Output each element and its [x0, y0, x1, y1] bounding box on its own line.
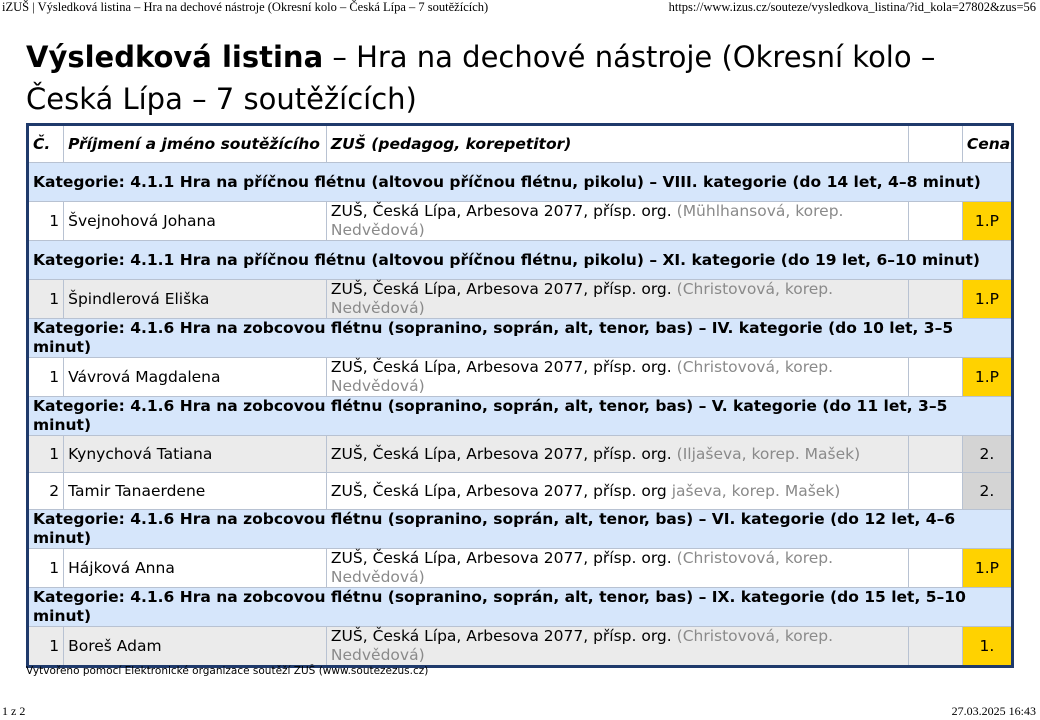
empty-cell	[908, 202, 962, 241]
category-row	[28, 510, 1013, 549]
empty-cell	[908, 280, 962, 319]
table-row	[28, 436, 1013, 473]
empty-cell	[908, 627, 962, 667]
row-number: 1	[28, 280, 64, 319]
empty-cell	[908, 358, 962, 397]
school-cell	[326, 280, 908, 319]
teacher-names: (Christovová, korep. Nedvědová)	[330, 549, 834, 586]
teacher-names: (Mühlhansová, korep. Nedvědová)	[330, 202, 844, 239]
empty-cell	[908, 549, 962, 588]
table-row	[28, 549, 1013, 588]
school-cell	[326, 202, 908, 241]
school-name: ZUŠ, Česká Lípa, Arbesova 2077, přísp. org	[330, 481, 667, 500]
prize-badge: 1.P	[962, 280, 1012, 319]
table-row	[28, 202, 1013, 241]
school-cell	[326, 473, 908, 510]
contestant-name: Boreš Adam	[64, 627, 327, 667]
page-title-bold: Výsledková listina	[26, 40, 324, 74]
school-name: ZUŠ, Česká Lípa, Arbesova 2077, přísp. org.	[330, 627, 672, 645]
school-name: ZUŠ, Česká Lípa, Arbesova 2077, přísp. org.	[330, 280, 672, 298]
teacher-names: (Christovová, korep. Nedvědová)	[330, 627, 834, 664]
school-name: ZUŠ, Česká Lípa, Arbesova 2077, přísp. org.	[330, 358, 672, 376]
table-row	[28, 473, 1013, 510]
category-row	[28, 241, 1013, 280]
category-label: Kategorie: 4.1.6 Hra na zobcovou flétnu (sopranino, soprán, alt, tenor, bas) – VI. kategorie (do 12 let, 4–6 minut)	[28, 510, 1013, 549]
print-header-title: iZUŠ | Výsledková listina – Hra na dechové nástroje (Okresní kolo – Česká Lípa – 7 soutěžících)	[2, 0, 489, 14]
row-number: 1	[28, 202, 64, 241]
row-number: 1	[28, 627, 64, 667]
category-label: Kategorie: 4.1.1 Hra na příčnou flétnu (altovou příčnou flétnu, pikolu) – XI. kategorie (do 19 let, 6–10 minut)	[28, 241, 1013, 280]
empty-cell	[908, 436, 962, 473]
school-name: ZUŠ, Česká Lípa, Arbesova 2077, přísp. org.	[330, 549, 672, 567]
header-empty	[908, 125, 962, 163]
table-header-row	[28, 125, 1013, 163]
row-number: 1	[28, 549, 64, 588]
contestant-name: Vávrová Magdalena	[64, 358, 327, 397]
category-label: Kategorie: 4.1.1 Hra na příčnou flétnu (altovou příčnou flétnu, pikolu) – VIII. kategorie (do 14 let, 4–8 minut)	[28, 163, 1013, 202]
school-cell	[326, 627, 908, 667]
table-row	[28, 280, 1013, 319]
school-cell	[326, 436, 908, 473]
header-name: Příjmení a jméno soutěžícího	[64, 125, 327, 163]
results-table	[26, 123, 1014, 668]
category-label: Kategorie: 4.1.6 Hra na zobcovou flétnu (sopranino, soprán, alt, tenor, bas) – IV. kategorie (do 10 let, 3–5 minut)	[28, 319, 1013, 358]
header-prize: Cena	[962, 125, 1012, 163]
page-title-rest: – Hra na dechové nástroje (Okresní kolo – Česká Lípa – 7 soutěžících)	[26, 40, 936, 116]
school-cell	[326, 549, 908, 588]
category-label: Kategorie: 4.1.6 Hra na zobcovou flétnu (sopranino, soprán, alt, tenor, bas) – IX. kategorie (do 15 let, 5–10 minut)	[28, 588, 1013, 627]
prize-badge: 1.P	[962, 549, 1012, 588]
prize-badge: 1.P	[962, 358, 1012, 397]
table-row	[28, 627, 1013, 667]
empty-cell	[908, 473, 962, 510]
print-header	[0, 0, 1040, 18]
prize-badge: 1.	[962, 627, 1012, 667]
school-name: ZUŠ, Česká Lípa, Arbesova 2077, přísp. org.	[330, 444, 672, 463]
row-number: 1	[28, 436, 64, 473]
print-page-number: 1 z 2	[2, 704, 26, 718]
contestant-name: Kynychová Tatiana	[64, 436, 327, 473]
print-header-url: https://www.izus.cz/souteze/vysledkova_listina/?id_kola=27802&zus=56	[668, 0, 1036, 14]
contestant-name: Špindlerová Eliška	[64, 280, 327, 319]
category-row	[28, 319, 1013, 358]
row-number: 2	[28, 473, 64, 510]
school-cell	[326, 358, 908, 397]
contestant-name: Tamir Tanaerdene	[64, 473, 327, 510]
category-label: Kategorie: 4.1.6 Hra na zobcovou flétnu (sopranino, soprán, alt, tenor, bas) – V. kategorie (do 11 let, 3–5 minut)	[28, 397, 1013, 436]
footer-credit: Vytvořeno pomocí Elektronické organizace soutěží ZUŠ (www.soutezezus.cz)	[26, 665, 429, 677]
prize-badge: 2.	[962, 473, 1012, 510]
category-row	[28, 163, 1013, 202]
header-school: ZUŠ (pedagog, korepetitor)	[326, 125, 908, 163]
page-title	[26, 36, 1016, 120]
school-name: ZUŠ, Česká Lípa, Arbesova 2077, přísp. org.	[330, 202, 672, 220]
category-row	[28, 397, 1013, 436]
teacher-names: (Christovová, korep. Nedvědová)	[330, 280, 834, 317]
row-number: 1	[28, 358, 64, 397]
teacher-names: (Iljaševa, korep. Mašek)	[676, 444, 861, 463]
header-num: Č.	[28, 125, 64, 163]
prize-badge: 1.P	[962, 202, 1012, 241]
teacher-names: jaševa, korep. Mašek)	[671, 481, 841, 500]
table-row	[28, 358, 1013, 397]
print-datetime: 27.03.2025 16:43	[951, 704, 1036, 718]
contestant-name: Hájková Anna	[64, 549, 327, 588]
category-row	[28, 588, 1013, 627]
prize-badge: 2.	[962, 436, 1012, 473]
contestant-name: Švejnohová Johana	[64, 202, 327, 241]
teacher-names: (Christovová, korep. Nedvědová)	[330, 358, 834, 395]
